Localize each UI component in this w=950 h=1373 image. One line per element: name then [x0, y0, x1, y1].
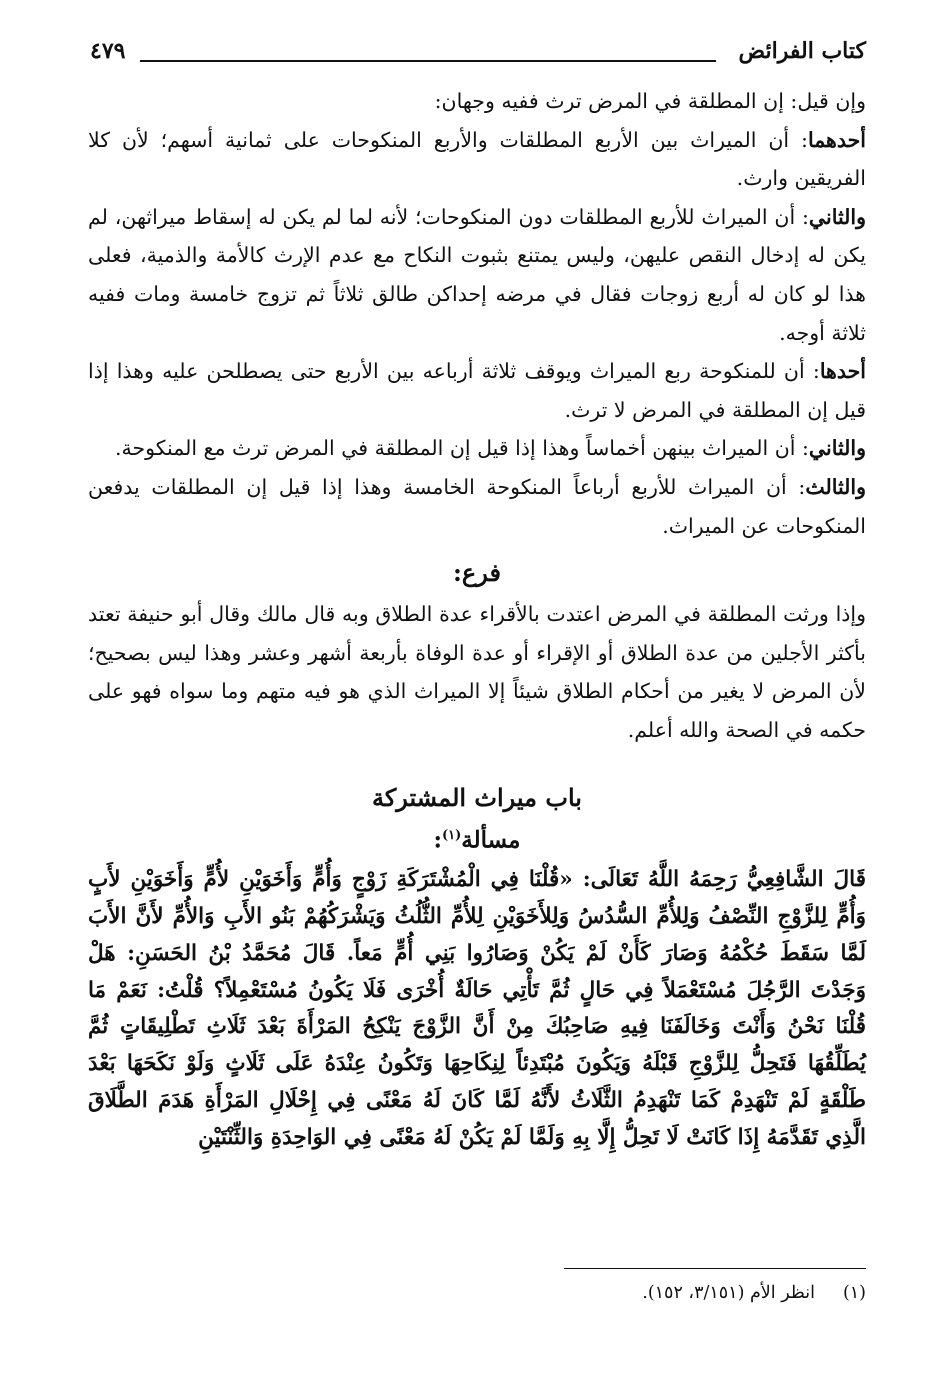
header-rule	[140, 60, 716, 62]
paragraph-text: : أن الميراث للأربع أرباعاً المنكوحة الخامسة وهذا إذا قيل إن المطلقات يدفعن المنكوحات عن الميراث.	[88, 474, 866, 538]
far-heading: فرع:	[453, 558, 501, 588]
footnote	[88, 1280, 866, 1306]
page-number: ٤٧٩	[90, 38, 126, 64]
masala-heading-text: مسألة	[461, 826, 521, 854]
footnote-reference[interactable]: (١)	[442, 827, 462, 843]
paragraph	[88, 352, 866, 429]
book-title: كتاب الفرائض	[738, 38, 866, 64]
paragraph-text: : أن الميراث بينهن أخماساً وهذا إذا قيل إن المطلقة في المرض ترث مع المنكوحة.	[114, 436, 809, 461]
shafii-quote: قَالَ الشَّافِعِيُّ رَحِمَهُ اللَّهُ تَعَالَى: «قُلْنَا فِي الْمُشْتَرَكَةِ زَوْجٍ وَأُمٍّ وَأَخَوَيْنِ لأُمٍّ وَأَخَوَيْنِ لأَبٍ وَأُمٍّ لِلزَّوْجِ النِّصْفُ وَلِلأُمِّ السُّدُسُ وَلِلأَخَوَيْنِ لِلأُمِّ الثُّلُثُ وَيَشْرَكُهُمْ بَنُو الأَبِ وَالأُمِّ لأَنَّ الأَبَ لَمَّا سَقَطَ حُكْمُهُ وَصَارَ كَأَنْ لَمْ يَكُنْ وَصَارُوا بَنِي أُمٍّ مَعاً. قَالَ مُحَمَّدُ بْنُ الحَسَنِ: هَلْ وَجَدْتَ الرَّجُلَ مُسْتَعْمَلاً فِي حَالٍ ثُمَّ تَأْتِي حَالَةٌ أُخْرَى فَلَا يَكُونُ مُسْتَعْمِلاً؟ قُلْتُ: نَعَمْ مَا قُلْنَا نَحْنُ وَأَنْتَ وَخَالَفَنَا فِيهِ صَاحِبُكَ مِنْ أَنَّ الزَّوْجَ يَنْكِحُ المَرْأَةَ بَعْدَ ثَلَاثِ تَطْلِيقَاتٍ ثُمَّ يُطَلِّقُهَا فَتَحِلُّ لِلزَّوْجِ قَبْلَهُ وَيَكُونَ مُبْتَدِئاً لِنِكَاحِهَا وَتَكُونُ عِنْدَهُ عَلَى ثَلَاثٍ وَلَوْ نَكَحَهَا بَعْدَ طَلْقَةٍ لَمْ تَنْهَدِمْ كَمَا تَنْهَدِمُ الثَّلَاثُ لأَنَّهُ لَمَّا كَانَ لَهُ مَعْنًى فِي إِحْلَالِ المَرْأَةِ هَدَمَ الطَّلَاقَ الَّذِي تَقَدَّمَهُ إِذَا كَانَتْ لَا تَحِلُّ إِلَّا بِهِ وَلَمَّا لَمْ يَكُنْ لَهُ مَعْنًى فِي الوَاحِدَةِ وَالثِّنْتَيْنِ	[88, 867, 866, 1150]
paragraph-text: : أن للمنكوحة ربع الميراث ويوقف ثلاثة أرباعه بين الأربع حتى يصطلحن عليه وهذا إذا قيل إن المطلقة في المرض لا ترث.	[88, 359, 866, 422]
masala-heading	[88, 818, 866, 859]
page-header	[90, 30, 866, 70]
paragraph	[88, 429, 866, 468]
paragraph-lead: والثاني	[808, 436, 866, 461]
footnote-marker: (١)	[842, 1283, 866, 1303]
footnote-text: انظر الأم (٣/١٥١، ١٥٢).	[642, 1283, 815, 1303]
paragraph	[88, 82, 866, 121]
page-body	[88, 82, 866, 1157]
paragraph-text: : أن الميراث بين الأربع المطلقات والأربع المنكوحات على ثمانية أسهم؛ لأن كلا الفريقين وارث.	[88, 127, 866, 191]
paragraph-lead: والثاني	[808, 204, 866, 229]
paragraph-lead: أحدها	[819, 359, 866, 384]
masala-heading-colon: :	[433, 826, 442, 854]
far-paragraph: وإذا ورثت المطلقة في المرض اعتدت بالأقراء عدة الطلاق وبه قال مالك وقال أبو حنيفة تعتد بأكثر الأجلين من عدة الطلاق أو الإقراء أو عدة الوفاة بأربعة أشهر وعشر وهذا ليس بصحيح؛ لأن المرض لا يغير من أحكام الطلاق شيئاً إلا الميراث الذي هو فيه متهم وما سواه فهو على حكمه في الصحة والله أعلم.	[88, 602, 866, 742]
paragraph	[88, 198, 866, 352]
paragraph-lead: والثالث	[805, 474, 866, 499]
chapter-heading: باب ميراث المشتركة	[372, 782, 582, 812]
paragraph-text: وإن قيل: إن المطلقة في المرض ترث ففيه وجهان:	[434, 89, 866, 113]
paragraph-lead: أحدهما	[807, 127, 866, 152]
paragraph-text: : أن الميراث للأربع المطلقات دون المنكوحات؛ لأنه لما لم يكن له إسقاط ميراثهن، لم يكن له إدخال النقص عليهن، وليس يمتنع بثبوت النكاح مع عدم الإرث كالأمة والذمية، فعلى هذا لو كان له أربع زوجات فقال في مرضه إحداكن طالق ثلاثاً ثم تزوج خامسة ومات ففيه ثلاثة أوجه.	[88, 204, 866, 345]
paragraph	[88, 121, 866, 198]
footnote-rule	[564, 1268, 866, 1269]
paragraph	[88, 468, 866, 545]
